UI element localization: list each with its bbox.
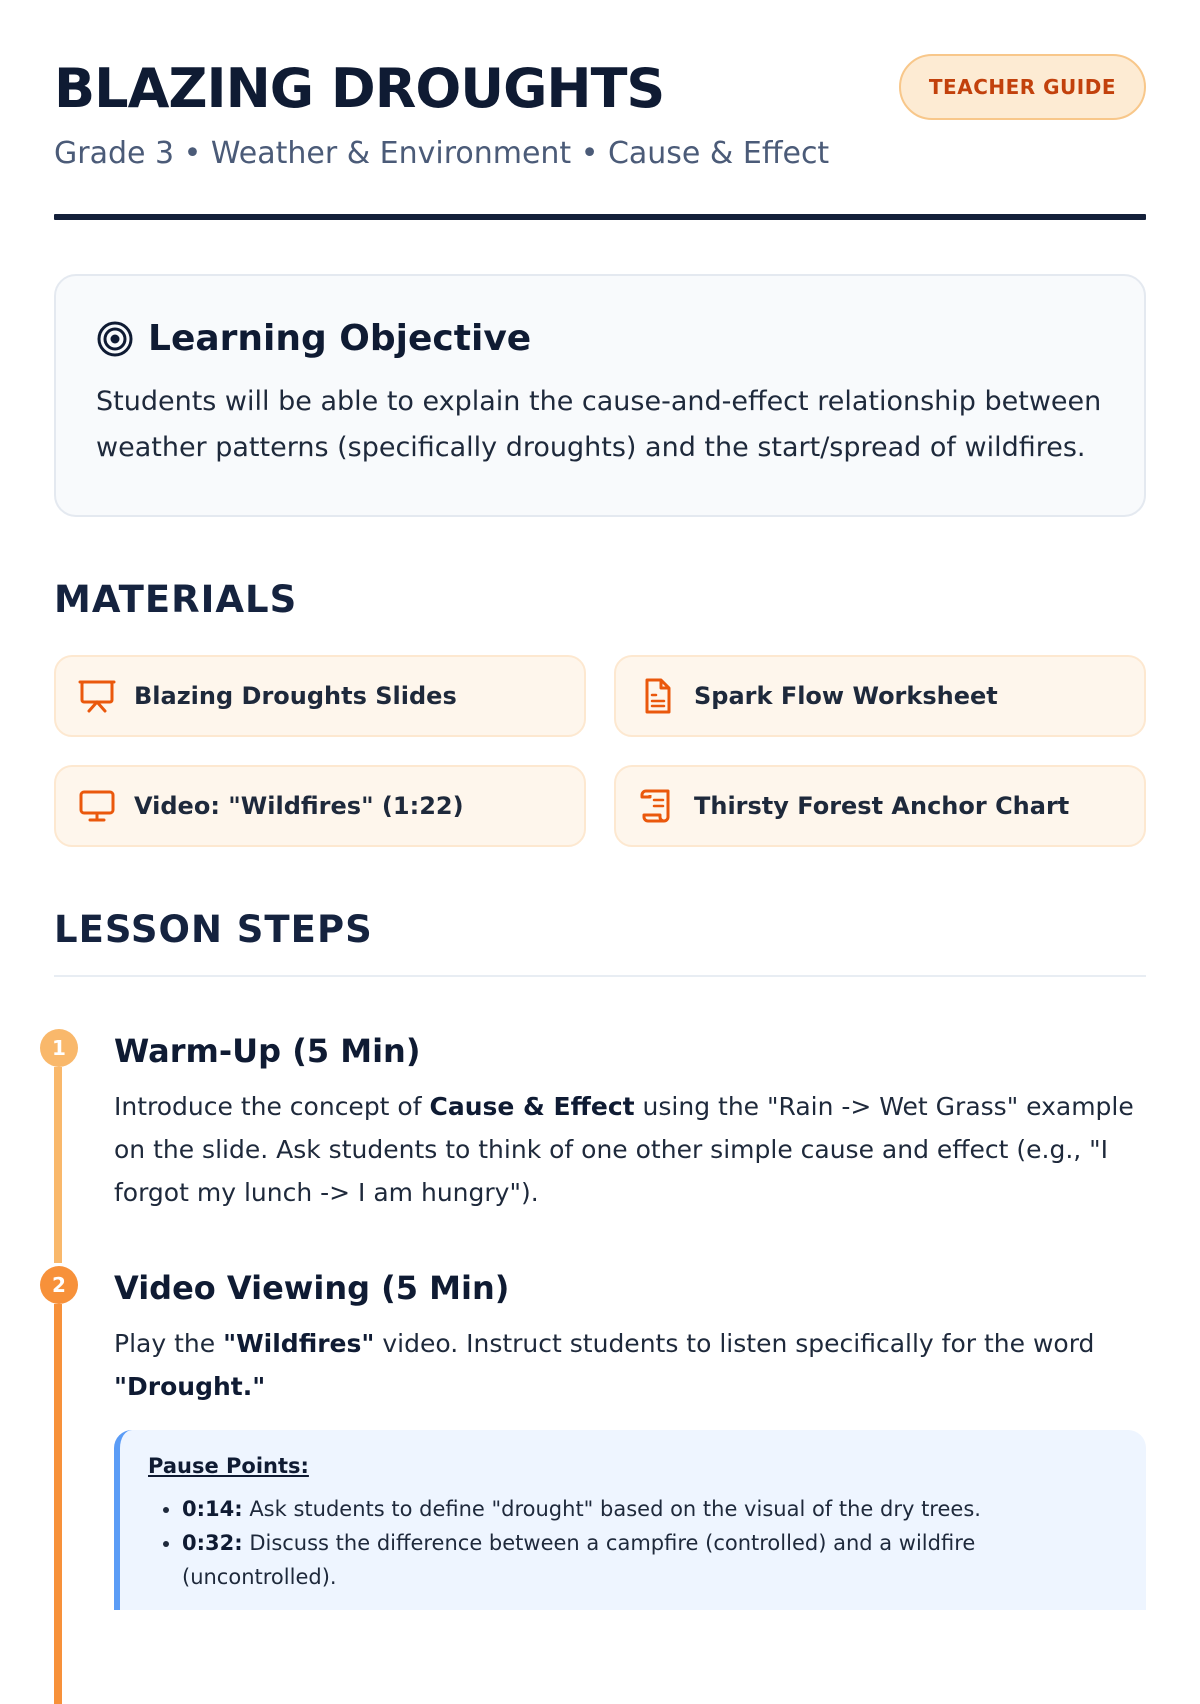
objective-title: Learning Objective [148,318,532,359]
presentation-icon [78,677,116,715]
page-header [54,0,1146,220]
monitor-icon [78,787,116,825]
material-anchor-chart[interactable] [614,765,1146,847]
target-icon [96,320,134,358]
material-worksheet[interactable] [614,655,1146,737]
material-label: Blazing Droughts Slides [134,682,457,710]
material-label: Video: "Wildfires" (1:22) [134,792,464,820]
step-timeline-line [54,1304,62,1704]
material-label: Spark Flow Worksheet [694,682,998,710]
learning-objective-card [54,274,1146,517]
step-number-badge: 2 [40,1266,78,1304]
materials-heading: MATERIALS [54,578,298,621]
list-item: • 0:32: Discuss the difference between a campfire (controlled) and a wildfire (uncontrolled). [182,1526,1118,1594]
step-description: Play the "Wildfires" video. Instruct students to listen specifically for the word "Drought." [114,1329,1095,1401]
pause-points-title: Pause Points: [148,1454,309,1478]
materials-grid [54,655,1146,847]
lesson-step-1 [54,1029,1146,1214]
scroll-icon [638,787,676,825]
step-title: Warm-Up (5 Min) [114,1032,421,1070]
pause-points-callout [114,1430,1146,1610]
material-video[interactable] [54,765,586,847]
pause-points-list [148,1492,1118,1594]
teacher-guide-badge: TEACHER GUIDE [899,54,1146,120]
objective-header [96,318,1104,359]
page-title: BLAZING DROUGHTS [54,57,665,120]
step-title: Video Viewing (5 Min) [114,1269,510,1307]
list-item: • 0:14: Ask students to define "drought" based on the visual of the dry trees. [182,1492,1118,1526]
lesson-steps-divider [54,975,1146,977]
material-slides[interactable] [54,655,586,737]
page-subtitle: Grade 3 • Weather & Environment • Cause & Effect [54,136,830,171]
objective-text: Students will be able to explain the cause-and-effect relationship between weather patterns (specifically droughts) and the start/spread of wildfires. [96,386,1102,463]
document-icon [638,677,676,715]
header-divider [54,214,1146,220]
material-label: Thirsty Forest Anchor Chart [694,792,1070,820]
step-description: Introduce the concept of Cause & Effect using the "Rain -> Wet Grass" example on the slide. Ask students to think of one other simple cause and effect (e.g., "I forgot my lunch -> I am hungry"). [114,1092,1134,1207]
step-number-badge: 1 [40,1029,78,1067]
step-timeline-line [54,1067,62,1263]
lesson-steps-heading: LESSON STEPS [54,908,373,951]
lesson-step-2 [54,1266,1146,1610]
